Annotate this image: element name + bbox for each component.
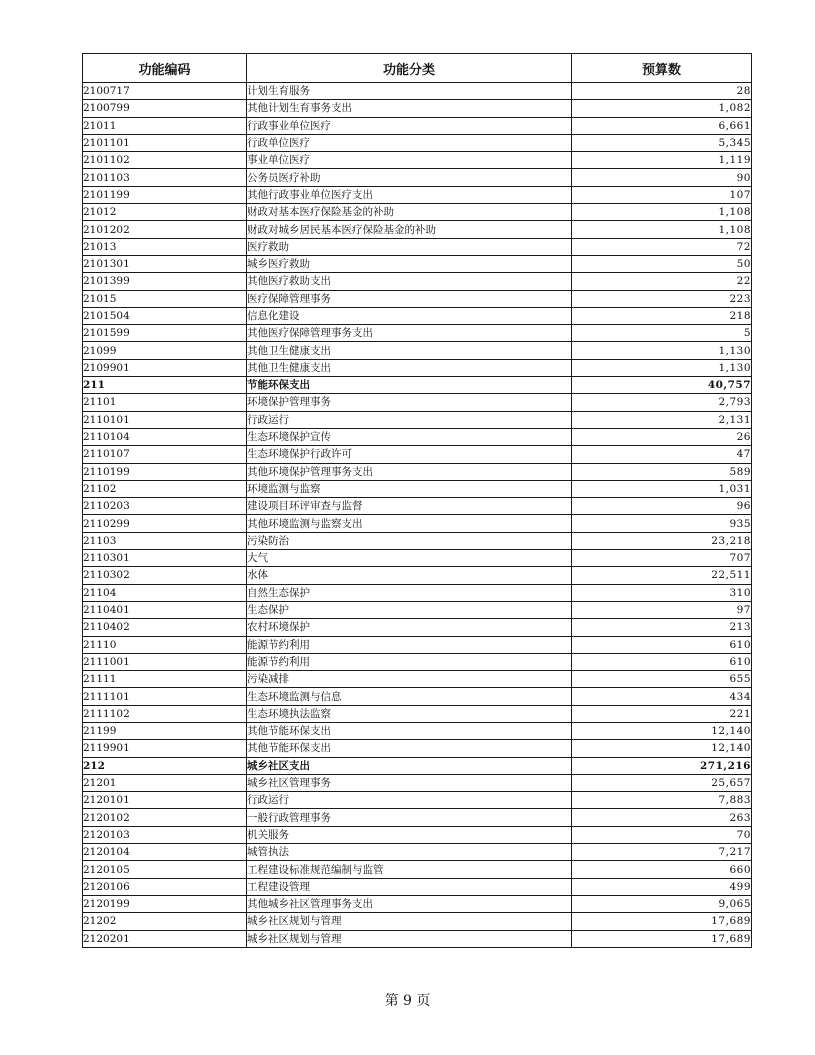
cell-budget-amount: 2,131 (572, 411, 752, 428)
cell-function-name: 建设项目环评审查与监督 (247, 498, 572, 515)
cell-budget-amount: 213 (572, 619, 752, 636)
table-row (83, 584, 752, 601)
cell-budget-amount: 263 (572, 809, 752, 826)
cell-budget-amount: 218 (572, 307, 752, 324)
page-number: 第 9 页 (384, 993, 431, 1009)
cell-function-code: 2111101 (83, 688, 247, 705)
table-row (83, 740, 752, 757)
cell-function-code: 21099 (83, 342, 247, 359)
table-row (83, 532, 752, 549)
table-row (83, 792, 752, 809)
table-row (83, 619, 752, 636)
table-row (83, 83, 752, 100)
cell-budget-amount: 271,216 (572, 757, 752, 774)
cell-function-code: 21201 (83, 774, 247, 791)
cell-function-name: 生态环境保护宣传 (247, 428, 572, 445)
cell-budget-amount: 12,140 (572, 740, 752, 757)
table-row (83, 671, 752, 688)
table-row (83, 515, 752, 532)
cell-function-code: 2120201 (83, 930, 247, 947)
cell-function-name: 能源节约利用 (247, 653, 572, 670)
cell-function-name: 其他行政事业单位医疗支出 (247, 186, 572, 203)
cell-budget-amount: 1,119 (572, 152, 752, 169)
table-row (83, 774, 752, 791)
header-budget-amount: 预算数 (572, 54, 752, 83)
cell-function-code: 21111 (83, 671, 247, 688)
cell-function-code: 2110203 (83, 498, 247, 515)
cell-function-code: 2120105 (83, 861, 247, 878)
cell-budget-amount: 1,108 (572, 204, 752, 221)
cell-budget-amount: 23,218 (572, 532, 752, 549)
cell-function-code: 2120199 (83, 895, 247, 912)
cell-function-name: 生态保护 (247, 601, 572, 618)
cell-function-name: 其他城乡社区管理事务支出 (247, 895, 572, 912)
cell-function-code: 2101399 (83, 273, 247, 290)
cell-function-code: 21012 (83, 204, 247, 221)
cell-budget-amount: 610 (572, 653, 752, 670)
table-row (83, 722, 752, 739)
table-row (83, 342, 752, 359)
cell-function-code: 2101202 (83, 221, 247, 238)
cell-function-name: 城乡社区规划与管理 (247, 930, 572, 947)
table-row (83, 290, 752, 307)
cell-function-code: 21011 (83, 117, 247, 134)
cell-function-name: 信息化建设 (247, 307, 572, 324)
table-body (83, 83, 752, 948)
cell-function-name: 工程建设标准规范编制与监管 (247, 861, 572, 878)
cell-budget-amount: 9,065 (572, 895, 752, 912)
table-row (83, 688, 752, 705)
cell-budget-amount: 589 (572, 463, 752, 480)
table-row (83, 411, 752, 428)
table-header (83, 54, 752, 83)
cell-budget-amount: 70 (572, 826, 752, 843)
table-row (83, 221, 752, 238)
cell-function-name: 生态环境保护行政许可 (247, 446, 572, 463)
cell-budget-amount: 223 (572, 290, 752, 307)
cell-function-name: 机关服务 (247, 826, 572, 843)
budget-table (82, 53, 752, 948)
cell-function-code: 2101199 (83, 186, 247, 203)
cell-budget-amount: 22,511 (572, 567, 752, 584)
cell-function-name: 事业单位医疗 (247, 152, 572, 169)
table-row (83, 273, 752, 290)
cell-budget-amount: 434 (572, 688, 752, 705)
table-row (83, 550, 752, 567)
table-row (83, 878, 752, 895)
cell-function-code: 2110199 (83, 463, 247, 480)
cell-function-code: 2101301 (83, 255, 247, 272)
cell-function-code: 21015 (83, 290, 247, 307)
cell-function-code: 2101103 (83, 169, 247, 186)
cell-function-code: 2111102 (83, 705, 247, 722)
cell-budget-amount: 5 (572, 325, 752, 342)
header-function-code: 功能编码 (83, 54, 247, 83)
cell-function-code: 2100799 (83, 100, 247, 117)
cell-function-name: 其他环境保护管理事务支出 (247, 463, 572, 480)
cell-budget-amount: 22 (572, 273, 752, 290)
table-row (83, 757, 752, 774)
cell-function-code: 21199 (83, 722, 247, 739)
cell-function-name: 污染减排 (247, 671, 572, 688)
table-row (83, 100, 752, 117)
cell-budget-amount: 72 (572, 238, 752, 255)
cell-budget-amount: 17,689 (572, 913, 752, 930)
cell-function-name: 生态环境执法监察 (247, 705, 572, 722)
table-row (83, 204, 752, 221)
cell-function-code: 2120106 (83, 878, 247, 895)
cell-function-code: 2110401 (83, 601, 247, 618)
cell-budget-amount: 47 (572, 446, 752, 463)
table-row (83, 705, 752, 722)
cell-function-name: 其他卫生健康支出 (247, 359, 572, 376)
cell-function-code: 212 (83, 757, 247, 774)
table-row (83, 152, 752, 169)
cell-budget-amount: 610 (572, 636, 752, 653)
cell-function-name: 行政单位医疗 (247, 134, 572, 151)
table-row (83, 186, 752, 203)
table-row (83, 394, 752, 411)
cell-function-name: 行政运行 (247, 411, 572, 428)
cell-function-name: 环境监测与监察 (247, 480, 572, 497)
table-row (83, 463, 752, 480)
table-row (83, 498, 752, 515)
cell-budget-amount: 655 (572, 671, 752, 688)
cell-function-name: 城乡社区规划与管理 (247, 913, 572, 930)
cell-budget-amount: 935 (572, 515, 752, 532)
table-row (83, 134, 752, 151)
cell-function-name: 环境保护管理事务 (247, 394, 572, 411)
table-row (83, 653, 752, 670)
header-function-category: 功能分类 (247, 54, 572, 83)
cell-function-code: 2100717 (83, 83, 247, 100)
cell-function-name: 财政对基本医疗保险基金的补助 (247, 204, 572, 221)
cell-budget-amount: 50 (572, 255, 752, 272)
cell-budget-amount: 660 (572, 861, 752, 878)
cell-budget-amount: 1,130 (572, 342, 752, 359)
cell-function-code: 2110301 (83, 550, 247, 567)
cell-function-name: 工程建设管理 (247, 878, 572, 895)
cell-function-code: 2111001 (83, 653, 247, 670)
table-row (83, 377, 752, 394)
cell-budget-amount: 96 (572, 498, 752, 515)
cell-budget-amount: 2,793 (572, 394, 752, 411)
cell-function-code: 2110299 (83, 515, 247, 532)
cell-function-name: 自然生态保护 (247, 584, 572, 601)
cell-budget-amount: 499 (572, 878, 752, 895)
cell-function-code: 2110302 (83, 567, 247, 584)
cell-function-code: 2120104 (83, 844, 247, 861)
cell-budget-amount: 6,661 (572, 117, 752, 134)
cell-function-code: 2110107 (83, 446, 247, 463)
cell-function-code: 21110 (83, 636, 247, 653)
cell-budget-amount: 5,345 (572, 134, 752, 151)
cell-function-code: 21103 (83, 532, 247, 549)
table-row (83, 930, 752, 947)
table-row (83, 307, 752, 324)
table-row (83, 325, 752, 342)
cell-function-code: 2119901 (83, 740, 247, 757)
cell-function-code: 21101 (83, 394, 247, 411)
cell-function-name: 公务员医疗补助 (247, 169, 572, 186)
cell-function-name: 一般行政管理事务 (247, 809, 572, 826)
cell-function-code: 2101599 (83, 325, 247, 342)
cell-budget-amount: 7,217 (572, 844, 752, 861)
table-row (83, 895, 752, 912)
cell-function-name: 城乡社区管理事务 (247, 774, 572, 791)
cell-function-name: 行政运行 (247, 792, 572, 809)
cell-function-name: 生态环境监测与信息 (247, 688, 572, 705)
table-row (83, 255, 752, 272)
cell-function-name: 能源节约利用 (247, 636, 572, 653)
cell-function-name: 财政对城乡居民基本医疗保险基金的补助 (247, 221, 572, 238)
cell-function-code: 21202 (83, 913, 247, 930)
cell-function-name: 城乡医疗救助 (247, 255, 572, 272)
table-row (83, 826, 752, 843)
cell-budget-amount: 7,883 (572, 792, 752, 809)
cell-function-name: 农村环境保护 (247, 619, 572, 636)
cell-function-name: 污染防治 (247, 532, 572, 549)
cell-function-name: 其他环境监测与监察支出 (247, 515, 572, 532)
table-row (83, 861, 752, 878)
cell-function-code: 21102 (83, 480, 247, 497)
cell-function-code: 2110101 (83, 411, 247, 428)
cell-budget-amount: 107 (572, 186, 752, 203)
cell-budget-amount: 97 (572, 601, 752, 618)
cell-budget-amount: 1,082 (572, 100, 752, 117)
header-row (83, 54, 752, 83)
cell-function-code: 2101101 (83, 134, 247, 151)
cell-function-name: 水体 (247, 567, 572, 584)
cell-function-name: 其他节能环保支出 (247, 740, 572, 757)
cell-function-code: 211 (83, 377, 247, 394)
cell-function-code: 2101504 (83, 307, 247, 324)
table-row (83, 238, 752, 255)
table-row (83, 359, 752, 376)
cell-budget-amount: 1,031 (572, 480, 752, 497)
cell-function-name: 其他卫生健康支出 (247, 342, 572, 359)
table-row (83, 601, 752, 618)
cell-function-code: 2109901 (83, 359, 247, 376)
cell-function-name: 医疗救助 (247, 238, 572, 255)
cell-function-code: 2110402 (83, 619, 247, 636)
cell-budget-amount: 310 (572, 584, 752, 601)
cell-budget-amount: 25,657 (572, 774, 752, 791)
cell-budget-amount: 707 (572, 550, 752, 567)
cell-function-code: 2120101 (83, 792, 247, 809)
cell-function-name: 其他节能环保支出 (247, 722, 572, 739)
cell-function-code: 2101102 (83, 152, 247, 169)
cell-function-name: 其他医疗保障管理事务支出 (247, 325, 572, 342)
cell-budget-amount: 12,140 (572, 722, 752, 739)
cell-function-code: 21013 (83, 238, 247, 255)
cell-function-code: 2120103 (83, 826, 247, 843)
cell-function-code: 2120102 (83, 809, 247, 826)
cell-function-code: 21104 (83, 584, 247, 601)
cell-function-name: 大气 (247, 550, 572, 567)
table-row (83, 117, 752, 134)
table-row (83, 913, 752, 930)
cell-function-name: 医疗保障管理事务 (247, 290, 572, 307)
table-row (83, 636, 752, 653)
table-row (83, 428, 752, 445)
table-row (83, 844, 752, 861)
cell-function-name: 计划生育服务 (247, 83, 572, 100)
table-row (83, 480, 752, 497)
table-row (83, 809, 752, 826)
cell-budget-amount: 40,757 (572, 377, 752, 394)
cell-function-name: 节能环保支出 (247, 377, 572, 394)
cell-budget-amount: 28 (572, 83, 752, 100)
cell-budget-amount: 90 (572, 169, 752, 186)
cell-budget-amount: 17,689 (572, 930, 752, 947)
cell-budget-amount: 1,108 (572, 221, 752, 238)
table-row (83, 567, 752, 584)
cell-budget-amount: 221 (572, 705, 752, 722)
cell-function-name: 城管执法 (247, 844, 572, 861)
cell-function-code: 2110104 (83, 428, 247, 445)
cell-function-name: 其他医疗救助支出 (247, 273, 572, 290)
cell-function-name: 其他计划生育事务支出 (247, 100, 572, 117)
cell-budget-amount: 1,130 (572, 359, 752, 376)
cell-budget-amount: 26 (572, 428, 752, 445)
cell-function-name: 行政事业单位医疗 (247, 117, 572, 134)
table-row (83, 446, 752, 463)
cell-function-name: 城乡社区支出 (247, 757, 572, 774)
table-row (83, 169, 752, 186)
